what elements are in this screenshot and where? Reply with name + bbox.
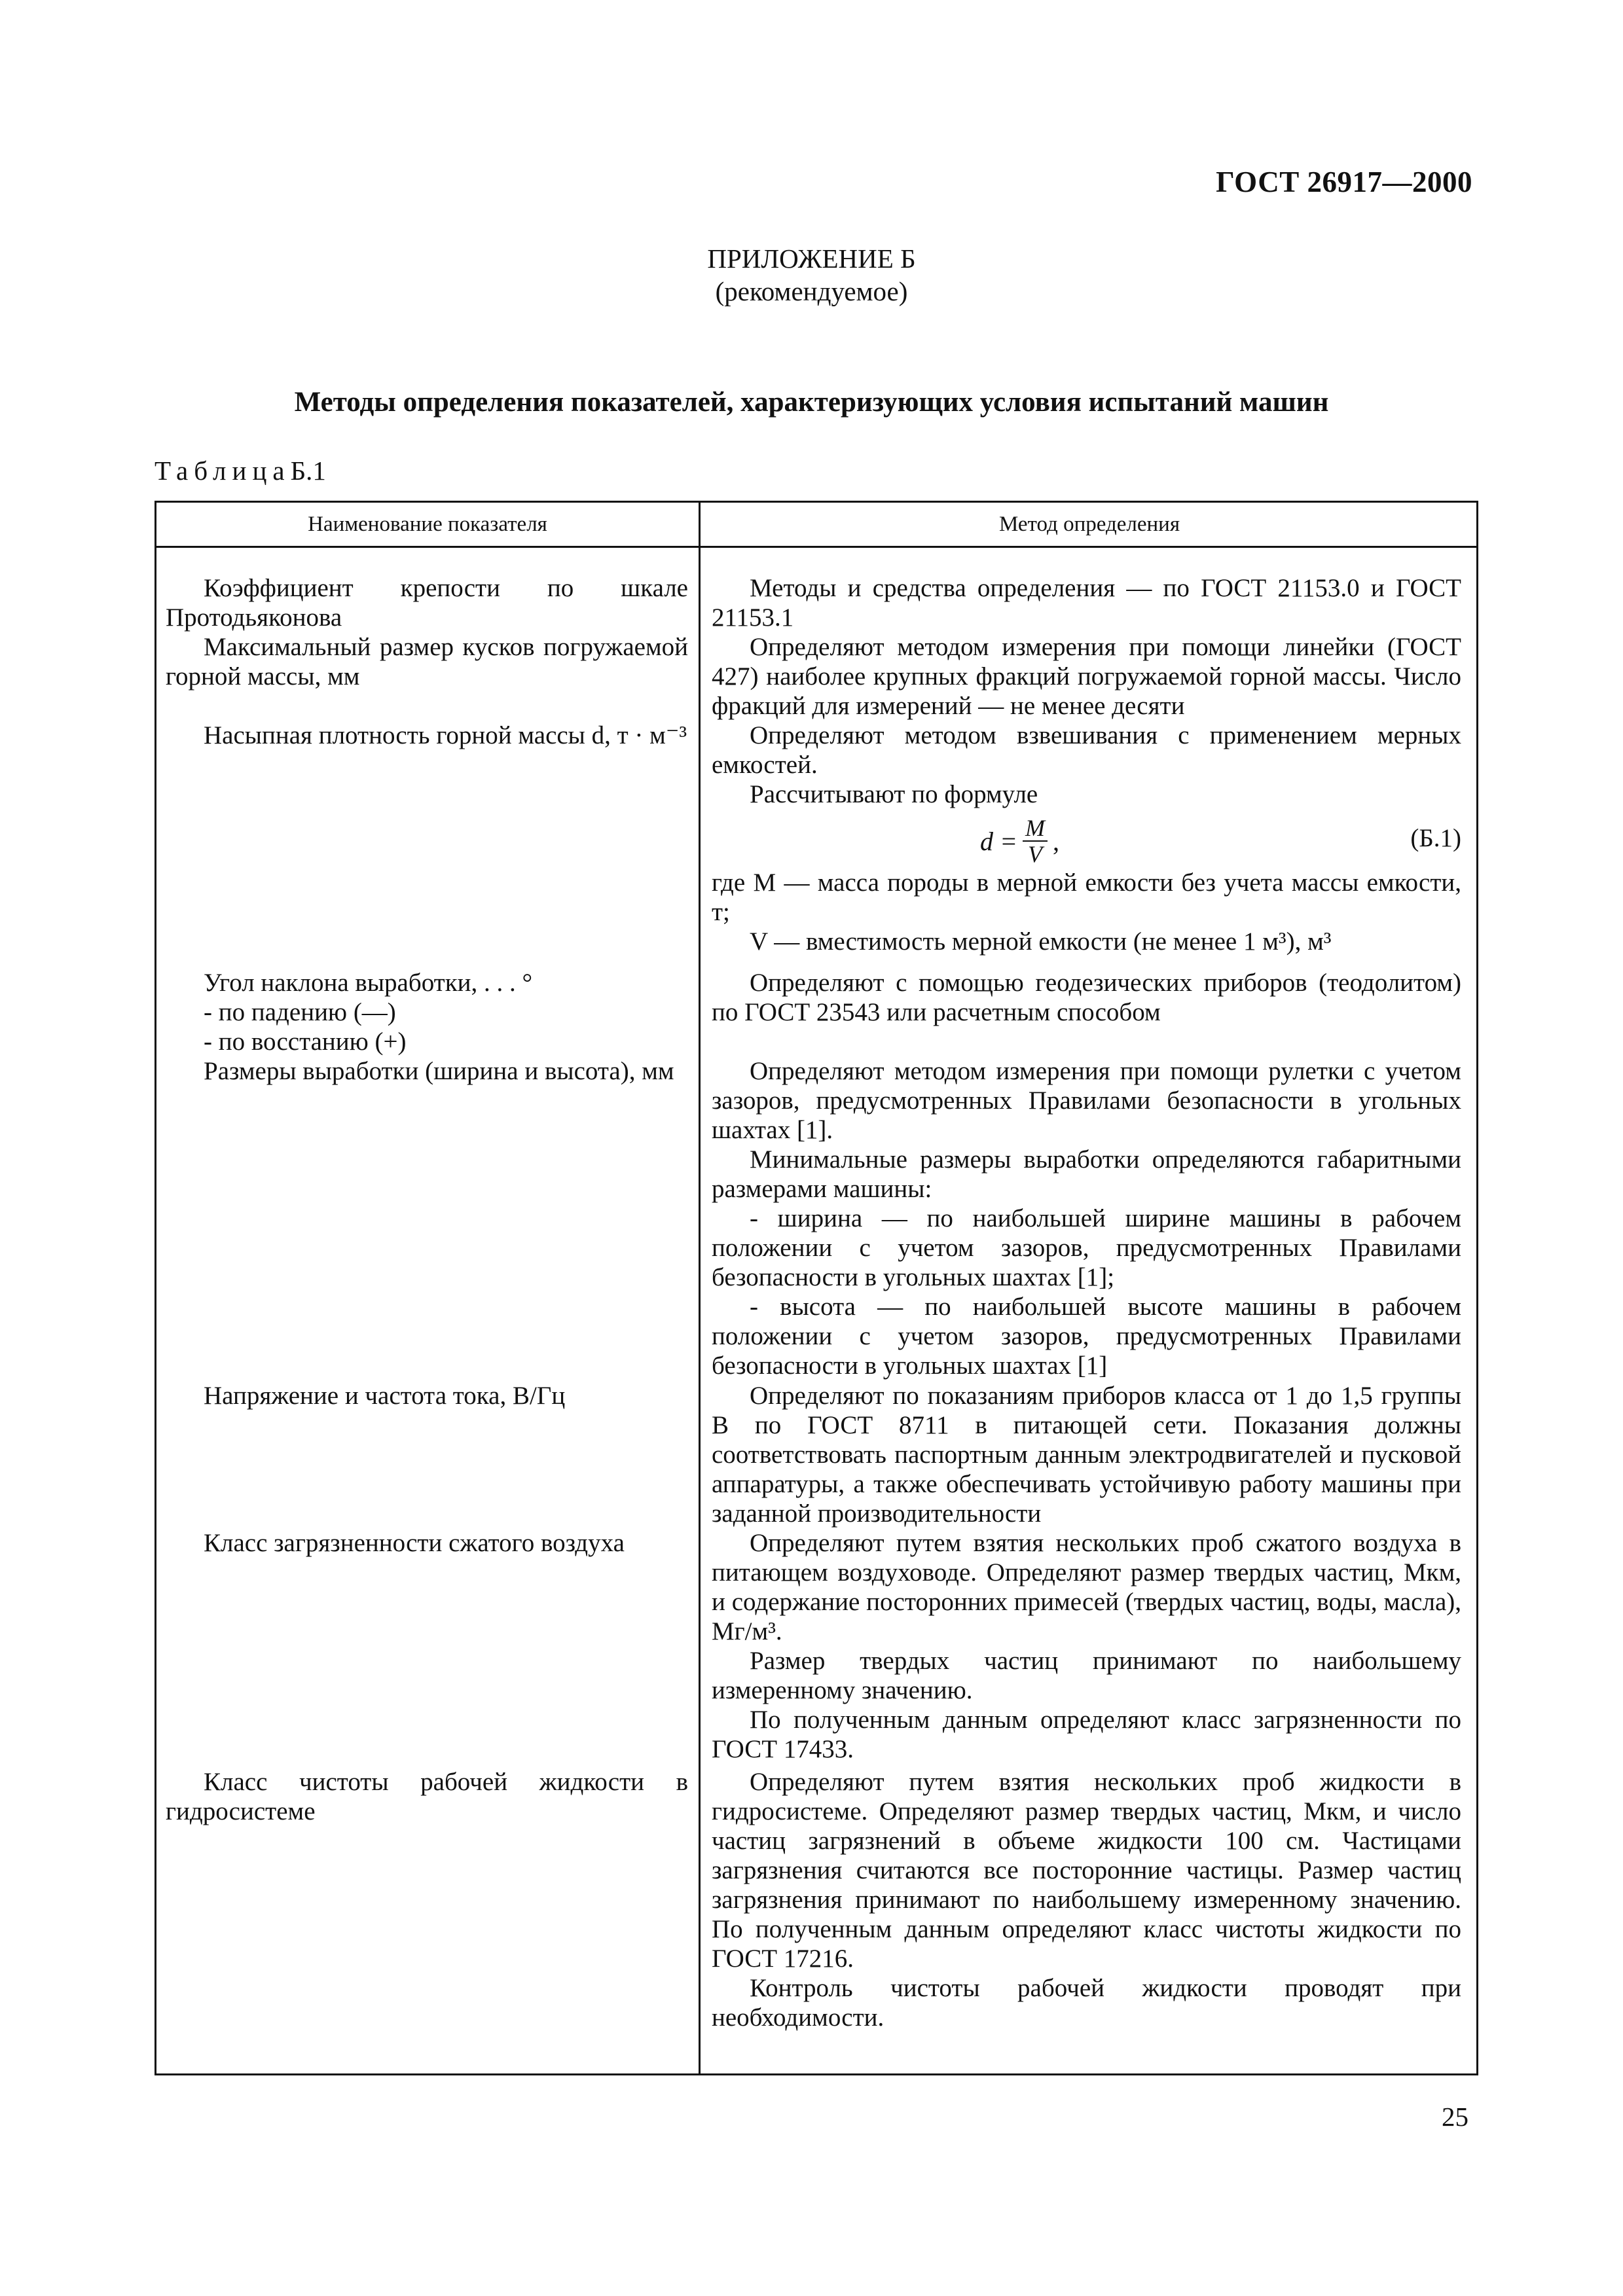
formula-fraction (1023, 816, 1048, 867)
row4-up: - по восстанию (+) (204, 1028, 407, 1056)
indicators-table (155, 501, 1478, 2075)
appendix-heading (0, 242, 1623, 308)
formula-b1 (712, 809, 1461, 868)
row1-indicator: Коэффициент крепости по шкале Протодьяконова (166, 574, 688, 632)
page-number: 25 (1442, 2102, 1468, 2132)
row5-indicator: Размеры выработки (ширина и высота), мм (204, 1057, 674, 1085)
row8-indicator: Класс чистоты рабочей жидкости в гидросистеме (166, 1768, 688, 1825)
header-method: Метод определения (998, 512, 1180, 536)
row3-indicator: Насыпная плотность горной массы d, т · м⁻³ (204, 721, 687, 749)
formula-numerator: M (1023, 816, 1048, 842)
row4-indicator (166, 968, 688, 1056)
row4-title: Угол наклона выработки, . . . ° (204, 969, 533, 997)
row1-method: Методы и средства определения — по ГОСТ 21153.0 и ГОСТ 21153.1 (712, 574, 1461, 632)
header-divider (156, 546, 1476, 548)
table-caption-number: Б.1 (290, 456, 326, 486)
row2-method: Определяют методом измерения при помощи линейки (ГОСТ 427) наиболее крупных фракций погружаемой горной массы. Число фракций для измерений — не менее десяти (712, 633, 1461, 720)
appendix-subtitle: (рекомендуемое) (715, 276, 908, 306)
row4-down: - по падению (—) (204, 998, 396, 1026)
row3-method: Определяют методом взвешивания с применением мерных емкостей. Рассчитывают по формуле d = $\frac{M}{V}$ , (Б.1) где M — масса породы в мерной емкости без учета массы емкости, т; V — вместимость мерной емкости (не менее 1 м³), м³ (712, 721, 1461, 956)
table-caption (155, 455, 326, 486)
row4-method: Определяют с помощью геодезических приборов (теодолитом) по ГОСТ 23543 или расчетным способом (712, 969, 1461, 1026)
formula-denominator: V (1028, 841, 1042, 867)
appendix-title: ПРИЛОЖЕНИЕ Б (707, 243, 916, 274)
document-code: ГОСТ 26917—2000 (1216, 166, 1472, 198)
section-title: Методы определения показателей, характеризующих условия испытаний машин (294, 387, 1329, 418)
column-divider (699, 503, 701, 2073)
table-caption-label: Таблица (155, 456, 291, 486)
formula-lhs: d = (980, 826, 1017, 856)
formula-number: (Б.1) (1410, 824, 1461, 852)
formula-comma: , (1053, 826, 1059, 856)
row5-method: Определяют методом измерения при помощи рулетки с учетом зазоров, предусмотренных Правилами безопасности в угольных шахтах [1]. Минимальные размеры выработки определяются габаритными размерами машины: - ширина — по наибольшей ширине машины в рабочем положении с учетом зазоров, предусмотренных Правилами безопасности в угольных шахтах [1]; - высота — по наибольшей высоте машины в рабочем положении с учетом зазоров, предусмотренных Правилами безопасности в угольных шахтах [1] (712, 1057, 1461, 1380)
row7-indicator: Класс загрязненности сжатого воздуха (204, 1529, 625, 1557)
row8-method: Определяют путем взятия нескольких проб жидкости в гидросистеме. Определяют размер твердых частиц, Мкм, и число частиц загрязнений в объеме жидкости 100 см. Частицами загрязнения считаются все посторонние частицы. Размер частиц загрязнения принимают по наибольшему измеренному значению. По полученным данным определяют класс чистоты жидкости по ГОСТ 17216. Контроль чистоты рабочей жидкости проводят при необходимости. (712, 1768, 1461, 2032)
row7-method: Определяют путем взятия нескольких проб сжатого воздуха в питающем воздуховоде. Определяют размер твердых частиц, Мкм, и содержание посторонних примесей (твердых частиц, воды, масла), Мг/м³. Размер твердых частиц принимают по наибольшему измеренному значению. По полученным данным определяют класс загрязненности по ГОСТ 17433. (712, 1529, 1461, 1763)
header-indicator-name: Наименование показателя (308, 512, 547, 536)
row2-indicator: Максимальный размер кусков погружаемой горной массы, мм (166, 633, 688, 691)
row6-indicator: Напряжение и частота тока, В/Гц (204, 1382, 566, 1410)
row6-method: Определяют по показаниям приборов класса от 1 до 1,5 группы В по ГОСТ 8711 в питающей сети. Показания должны соответствовать паспортным данным электродвигателей и пусковой аппаратуры, а также обеспечивать устойчивую работу машины при заданной производительности (712, 1382, 1461, 1528)
